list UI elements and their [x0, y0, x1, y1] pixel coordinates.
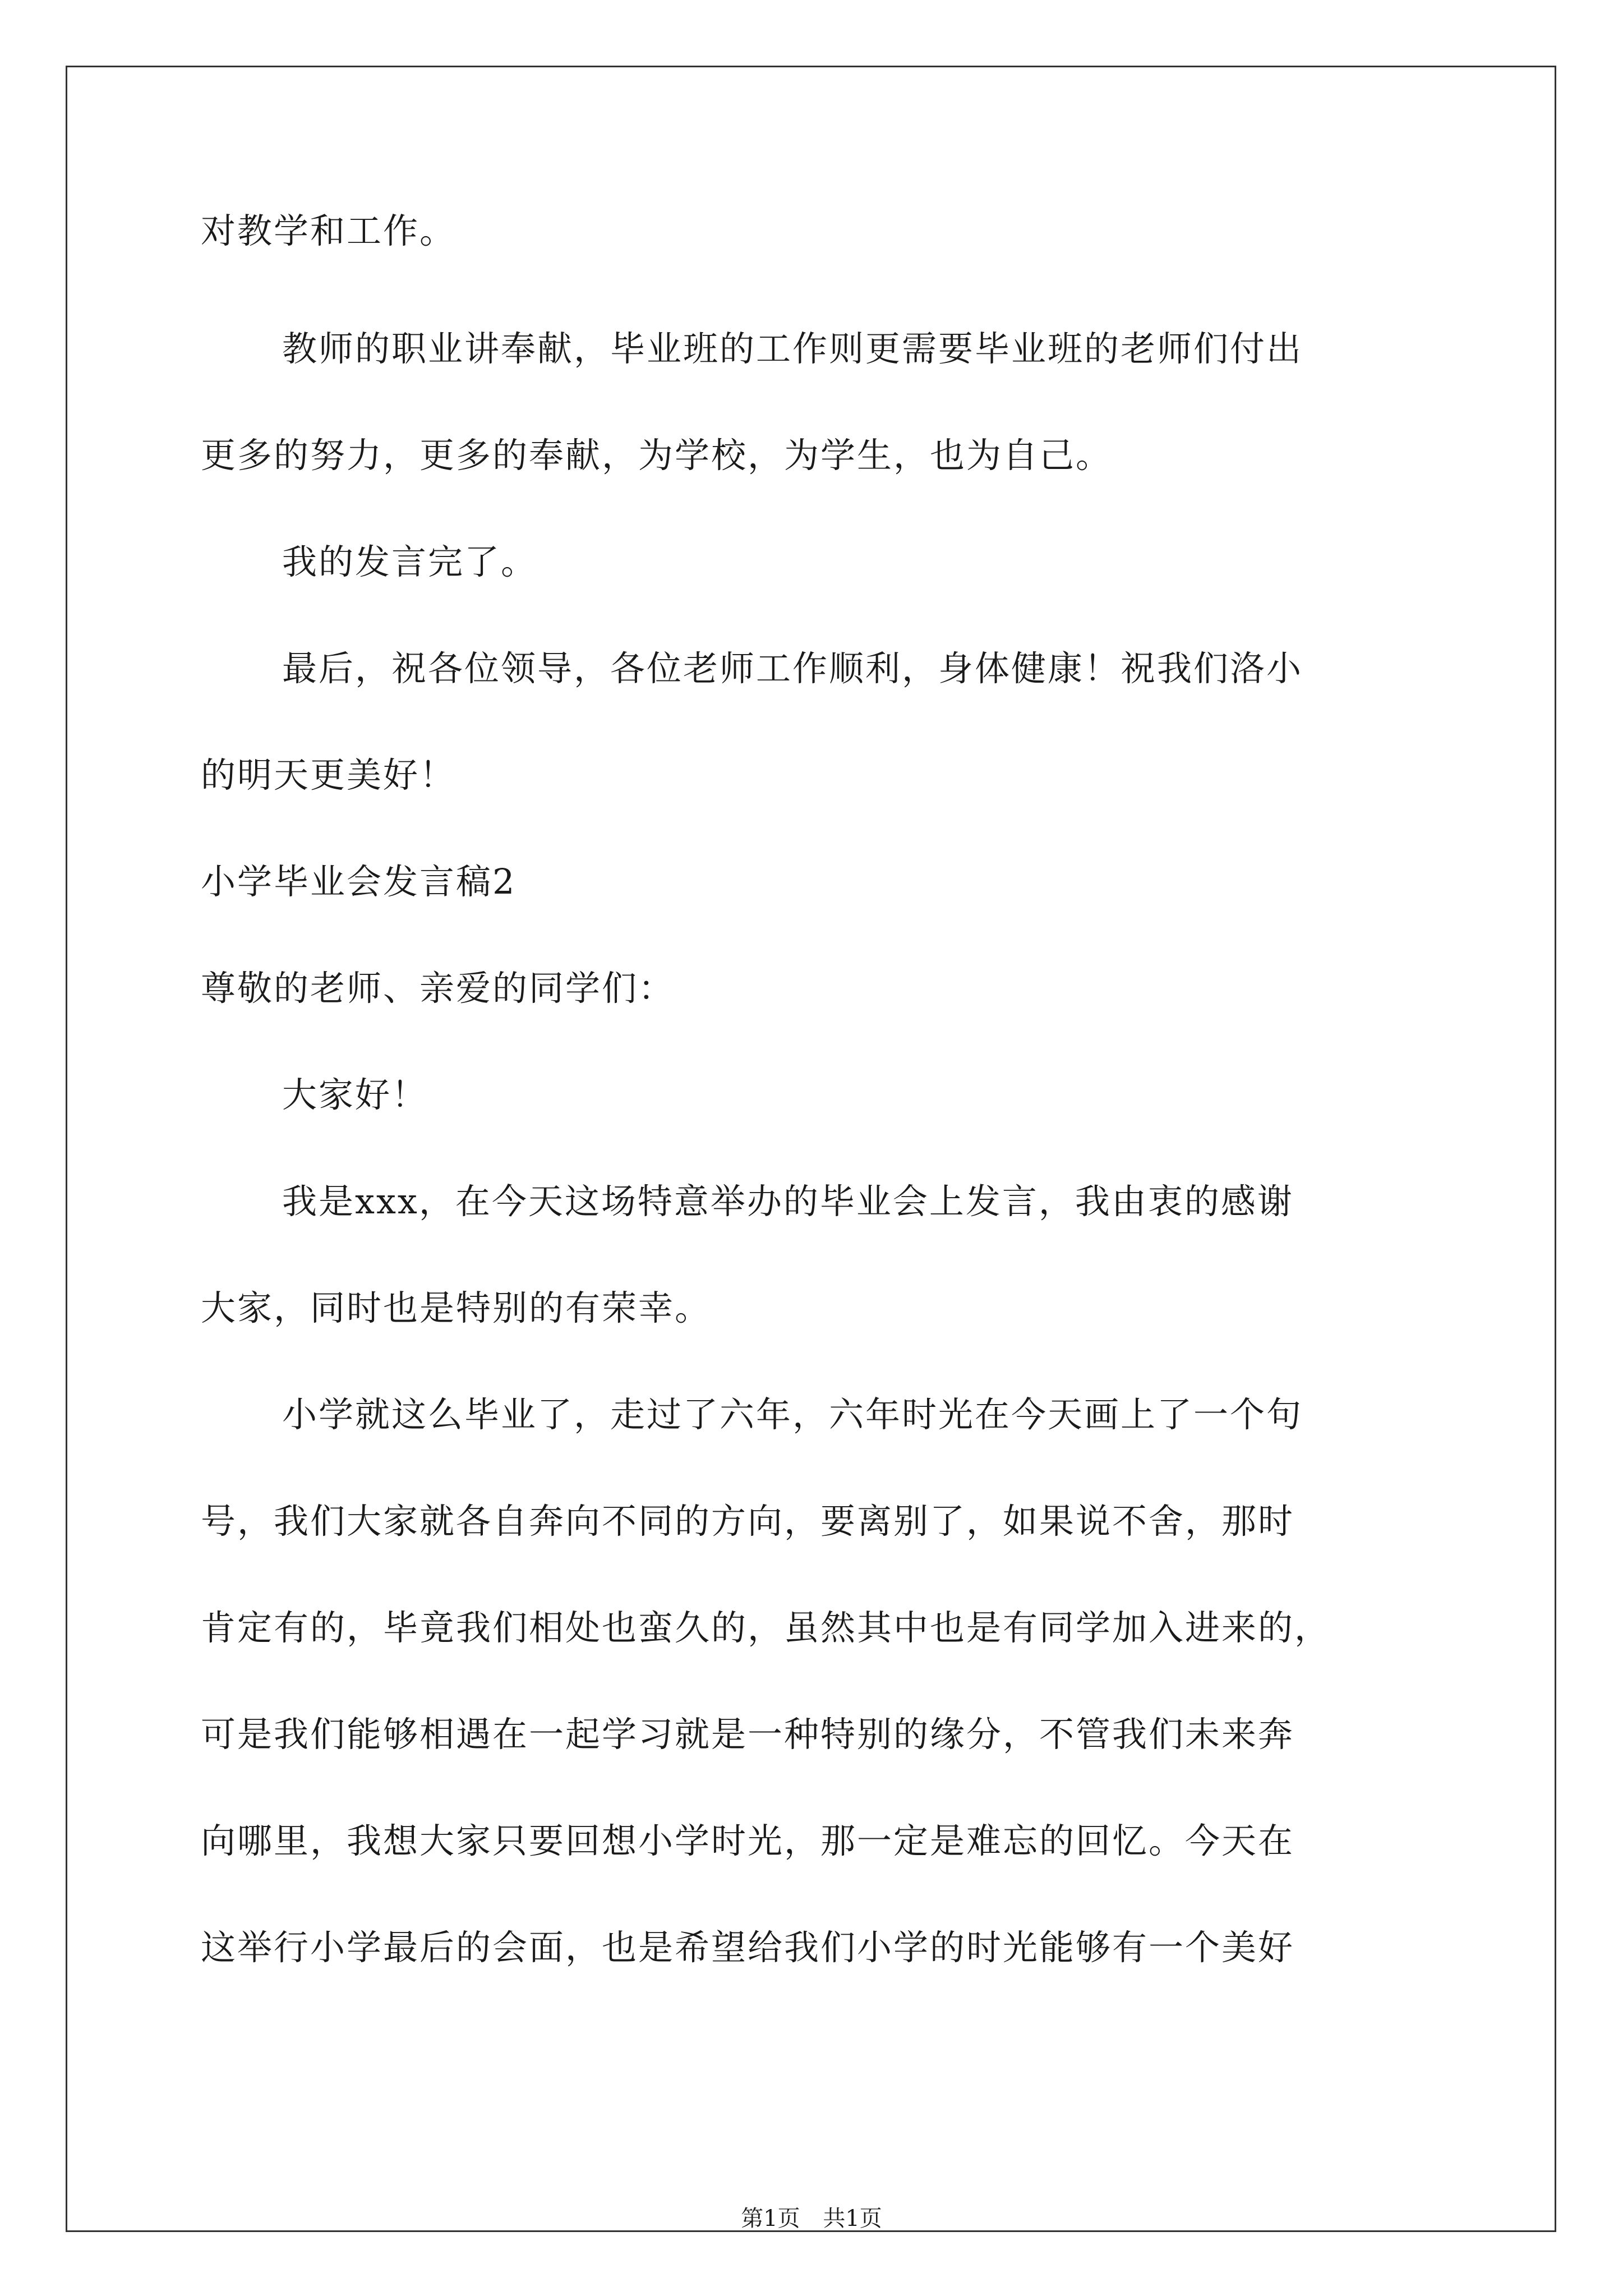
text-line: 号，我们大家就各自奔向不同的方向，要离别了，如果说不舍，那时 [201, 1501, 1295, 1542]
text-line: 大家，同时也是特别的有荣幸。 [201, 1287, 712, 1328]
text-line: 我是xxx，在今天这场特意举办的毕业会上发言，我由衷的感谢 [282, 1181, 1294, 1222]
text-line: 对教学和工作。 [201, 210, 457, 251]
section-heading: 小学毕业会发言稿2 [201, 861, 517, 902]
text-line: 的明天更美好！ [201, 754, 457, 795]
text-line: 小学就这么毕业了，走过了六年，六年时光在今天画上了一个句 [282, 1394, 1303, 1435]
page-total: 共1页 [823, 2206, 882, 2231]
text-line: 可是我们能够相遇在一起学习就是一种特别的缘分，不管我们未来奔 [201, 1714, 1295, 1755]
text-line: 更多的努力，更多的奉献，为学校，为学生，也为自己。 [201, 435, 1113, 476]
text-line: 肯定有的，毕竟我们相处也蛮久的，虽然其中也是有同学加入进来的， [201, 1607, 1331, 1648]
page-number: 第1页 [741, 2206, 800, 2231]
page-footer [0, 2205, 1623, 2233]
text-line: 这举行小学最后的会面，也是希望给我们小学的时光能够有一个美好 [201, 1927, 1295, 1968]
salutation: 尊敬的老师、亲爱的同学们： [201, 968, 675, 1009]
text-line: 大家好！ [282, 1074, 428, 1115]
text-line: 教师的职业讲奉献，毕业班的工作则更需要毕业班的老师们付出 [282, 328, 1303, 369]
text-line: 我的发言完了。 [282, 541, 538, 582]
text-line: 最后，祝各位领导，各位老师工作顺利，身体健康！祝我们洛小 [282, 648, 1303, 689]
page-border [66, 66, 1556, 2232]
text-line: 向哪里，我想大家只要回想小学时光，那一定是难忘的回忆。今天在 [201, 1820, 1295, 1861]
